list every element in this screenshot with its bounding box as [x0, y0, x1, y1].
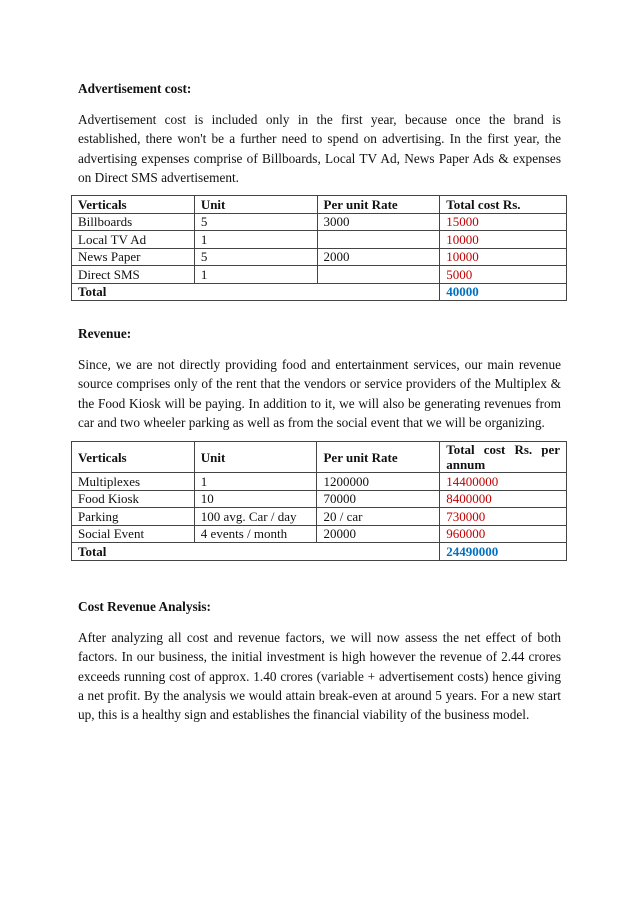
- column-header: Per unit Rate: [317, 442, 440, 473]
- advertisement-paragraph: Advertisement cost is included only in the first year, because once the brand is established, there won't be a further need to spend on advertising. In the first year, the advertising expenses comprise of Billboards, Local TV Ad, News Paper Ads & expenses on Direct SMS advertisement.: [78, 112, 561, 185]
- table-total-row: [72, 283, 567, 301]
- column-header: Verticals: [72, 442, 195, 473]
- table-cell: 100 avg. Car / day: [194, 508, 317, 526]
- table-cell: 5: [194, 213, 317, 231]
- table-cell-total: 10000: [440, 248, 567, 266]
- table-cell: News Paper: [72, 248, 195, 266]
- table-cell: Billboards: [72, 213, 195, 231]
- analysis-paragraph: After analyzing all cost and revenue factors, we will now assess the net effect of both factors. In our business, the initial investment is high however the revenue of 2.44 crores exceeds running cost of approx. 1.40 crores (variable + advertisement costs) hence giving a net profit. By the analysis we would attain break-even at around 5 years. For a new start up, this is a healthy sign and establishes the financial viability of the business model.: [78, 630, 561, 723]
- column-header: Total cost Rs.: [440, 196, 567, 214]
- table-row: [72, 490, 567, 508]
- table-cell: 20000: [317, 525, 440, 543]
- revenue-table: [71, 441, 567, 561]
- table-header-row: [72, 442, 567, 473]
- table-cell: 4 events / month: [194, 525, 317, 543]
- table-cell: 20 / car: [317, 508, 440, 526]
- column-header: Unit: [194, 442, 317, 473]
- table-cell-total: 8400000: [440, 490, 567, 508]
- table-cell: Local TV Ad: [72, 231, 195, 249]
- table-cell-total: 14400000: [440, 473, 567, 491]
- table-cell-total: 960000: [440, 525, 567, 543]
- table-cell: Direct SMS: [72, 266, 195, 284]
- total-label: Total: [72, 283, 440, 301]
- table-row: [72, 473, 567, 491]
- table-row: [72, 525, 567, 543]
- table-cell: Social Event: [72, 525, 195, 543]
- table-total-row: [72, 543, 567, 561]
- table-cell: Multiplexes: [72, 473, 195, 491]
- table-cell-total: 730000: [440, 508, 567, 526]
- table-row: [72, 248, 567, 266]
- table-cell: Food Kiosk: [72, 490, 195, 508]
- total-label: Total: [72, 543, 440, 561]
- column-header: Total cost Rs. per annum: [440, 442, 567, 473]
- revenue-heading: Revenue:: [78, 326, 132, 341]
- table-cell: Parking: [72, 508, 195, 526]
- table-cell: 70000: [317, 490, 440, 508]
- table-cell: 1: [194, 473, 317, 491]
- table-row: [72, 231, 567, 249]
- table-row: [72, 266, 567, 284]
- table-cell: 3000: [317, 213, 440, 231]
- table-row: [72, 213, 567, 231]
- column-header: Verticals: [72, 196, 195, 214]
- advertisement-heading: Advertisement cost:: [78, 81, 192, 96]
- column-header: Unit: [194, 196, 317, 214]
- table-cell: [317, 231, 440, 249]
- total-value: 40000: [440, 283, 567, 301]
- table-row: [72, 508, 567, 526]
- column-header: Per unit Rate: [317, 196, 440, 214]
- advertisement-cost-table: [71, 195, 567, 301]
- table-cell: 2000: [317, 248, 440, 266]
- table-cell-total: 15000: [440, 213, 567, 231]
- table-cell-total: 10000: [440, 231, 567, 249]
- total-value: 24490000: [440, 543, 567, 561]
- table-cell: 1: [194, 266, 317, 284]
- analysis-heading: Cost Revenue Analysis:: [78, 599, 211, 614]
- table-cell: 5: [194, 248, 317, 266]
- revenue-paragraph: Since, we are not directly providing food and entertainment services, our main revenue source comprises only of the rent that the vendors or service providers of the Multiplex & the Food Kiosk will be paying. In addition to it, we will also be generating revenues from car and two wheeler parking as well as from the social event that we will be organizing.: [78, 357, 561, 430]
- table-cell: 10: [194, 490, 317, 508]
- table-cell: [317, 266, 440, 284]
- table-cell: 1200000: [317, 473, 440, 491]
- table-header-row: [72, 196, 567, 214]
- table-cell: 1: [194, 231, 317, 249]
- table-cell-total: 5000: [440, 266, 567, 284]
